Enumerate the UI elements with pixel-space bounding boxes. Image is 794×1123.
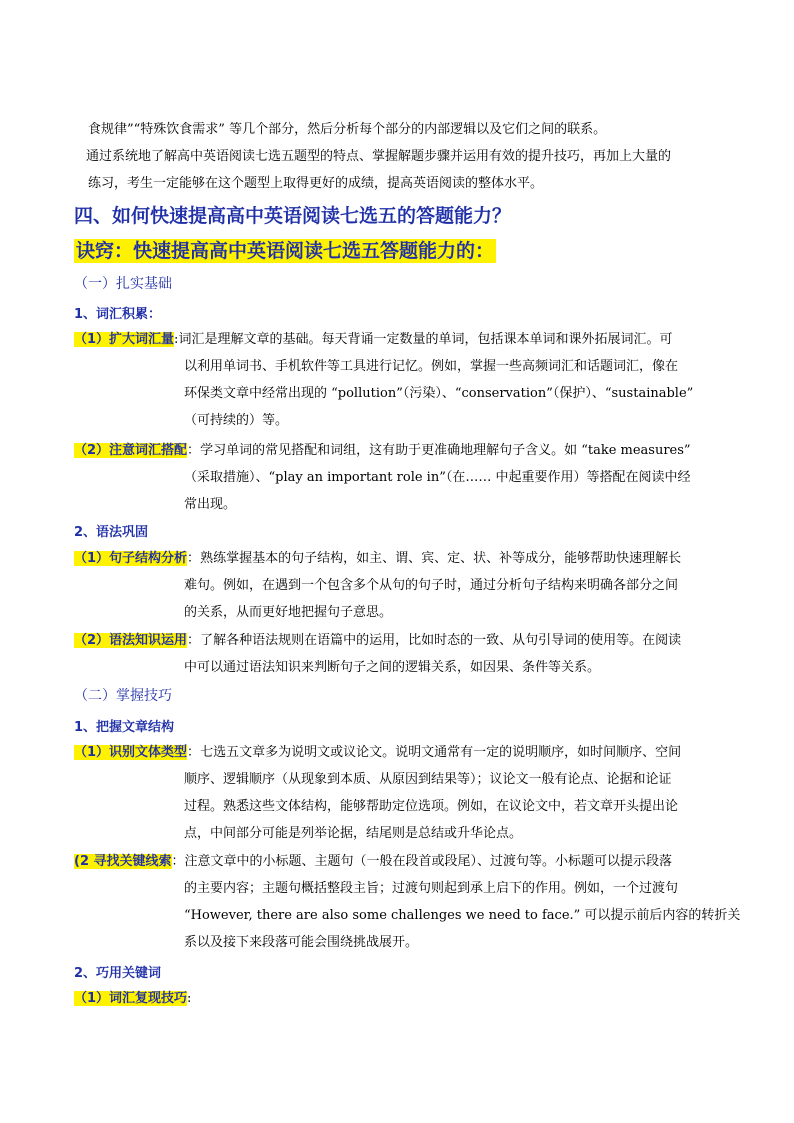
item-line: 系以及接下来段落可能会围绕挑战展开。 [184,935,419,950]
item-word-collocation: （2）注意词汇搭配：学习单词的常见搭配和词组，这有助于更准确地理解句子含义。如 “take measures” （采取措施）、“play an important role in”（在…… 中起重要作用）等搭配在阅读中经 常出现。 [74,437,734,518]
section-1-title: （一）扎实基础 [74,276,172,292]
item-line: 以利用单词书、手机软件等工具进行记忆。例如，掌握一些高频词汇和话题词汇，像在 [184,359,679,374]
item-label: （1）词汇复现技巧 [74,991,188,1006]
item-line: 中可以通过语法知识来判断句子之间的逻辑关系，如因果、条件等关系。 [184,660,601,675]
intro-line-2: 通过系统地了解高中英语阅读七选五题型的特点、掌握解题步骤并运用有效的提升技巧，再加上大量的 [86,149,672,164]
item-line: 学习单词的常见搭配和词组，这有助于更准确地理解句子含义。如 “take measures” [200,443,691,458]
item-word-recurrence: （1）词汇复现技巧: [74,991,192,1006]
item-line: 难句。例如，在遇到一个包含多个从句的句子时，通过分析句子结构来明确各部分之间 [184,578,679,593]
item-line: 顺序、逻辑顺序（从现象到本质、从原因到结果等）；议论文一般有论点、论据和论证 [184,772,672,787]
intro-line-1: 食规律”“特殊饮食需求” 等几个部分，然后分析每个部分的内部逻辑以及它们之间的联系。 [88,122,607,137]
item-line: 常出现。 [184,497,237,512]
item-label: （1）句子结构分析 [74,551,188,566]
item-line: 七选五文章多为说明文或议论文。说明文通常有一定的说明顺序，如时间顺序、空间 [200,745,682,760]
item-genre-identification: （1）识别文体类型：七选五文章多为说明文或议论文。说明文通常有一定的说明顺序，如时间顺序、空间 顺序、逻辑顺序（从现象到本质、从原因到结果等）；议论文一般有论点、论据和论证 过程。熟悉这些文体结构，能够帮助定位选项。例如，在议论文中，若文章开头提出论 点，中间部分可能是列举论据，结尾则是总结或升华论点。 [74,739,734,847]
item-label: (2 寻找关键线索 [74,854,172,869]
item-label: （1）扩大词汇量 [74,332,175,347]
item-grammar-usage: （2）语法知识运用：了解各种语法规则在语篇中的运用，比如时态的一致、从句引导词的使用等。在阅读 中可以通过语法知识来判断句子之间的逻辑关系，如因果、条件等关系。 [74,627,734,681]
intro-paragraph [88,116,728,197]
item-label: （1）识别文体类型 [74,745,188,760]
item-line: 的主要内容；主题句概括整段主旨；过渡句则起到承上启下的作用。例如，一个过渡句 [184,881,679,896]
item-line: “However, there are also some challenges we need to face.” 可以提示前后内容的转折关 [184,908,741,923]
intro-line-3: 练习，考生一定能够在这个题型上取得更好的成绩，提高英语阅读的整体水平。 [88,176,544,191]
section-2-sub-1-title: 1、把握文章结构 [74,720,175,735]
tips-heading-text: 诀窍：快速提高高中英语阅读七选五答题能力的： [76,240,495,262]
item-label: （2）语法知识运用 [74,633,188,648]
section-1-sub-2-title: 2、语法巩固 [74,525,149,540]
item-sentence-structure: （1）句子结构分析：熟练掌握基本的句子结构，如主、谓、宾、定、状、补等成分，能够帮助快速理解长 难句。例如，在遇到一个包含多个从句的句子时，通过分析句子结构来明确各部分之间 的关系，从而更好地把握句子意思。 [74,545,734,626]
item-expand-vocabulary: （1）扩大词汇量:词汇是理解文章的基础。每天背诵一定数量的单词，包括课本单词和课外拓展词汇。可 以利用单词书、手机软件等工具进行记忆。例如，掌握一些高频词汇和话题词汇，像在 环保类文章中经常出现的 “pollution”（污染）、“conservation”（保护）、“sustainable” （可持续的）等。 [74,326,734,434]
section-1-sub-1-title: 1、词汇积累： [74,307,162,322]
item-line: 过程。熟悉这些文体结构，能够帮助定位选项。例如，在议论文中，若文章开头提出论 [184,799,679,814]
item-line: 环保类文章中经常出现的 “pollution”（污染）、“conservation”（保护）、“sustainable” [184,386,694,401]
section-2-sub-2-title: 2、巧用关键词 [74,966,162,981]
item-label: （2）注意词汇搭配 [74,443,188,458]
item-line: （采取措施）、“play an important role in”（在…… 中起重要作用）等搭配在阅读中经 [184,470,691,485]
item-key-clues: (2 寻找关键线索：注意文章中的小标题、主题句（一般在段首或段尾）、过渡句等。小标题可以提示段落 的主要内容；主题句概括整段主旨；过渡句则起到承上启下的作用。例如，一个过渡句 “However, there are also some challenges we need to face.” 可以提示前后内容的转折关 系以及接下来段落可能会围绕挑战展开。 [74,848,734,956]
section-2-title: （二）掌握技巧 [74,688,172,704]
item-line: 的关系，从而更好地把握句子意思。 [184,605,393,620]
item-line: 了解各种语法规则在语篇中的运用，比如时态的一致、从句引导词的使用等。在阅读 [200,633,682,648]
tips-heading [74,236,496,263]
item-line: 词汇是理解文章的基础。每天背诵一定数量的单词，包括课本单词和课外拓展词汇。可 [178,332,673,347]
item-line: 注意文章中的小标题、主题句（一般在段首或段尾）、过渡句等。小标题可以提示段落 [184,854,673,869]
item-line: 熟练掌握基本的句子结构，如主、谓、宾、定、状、补等成分，能够帮助快速理解长 [200,551,682,566]
item-line: （可持续的）等。 [184,413,289,428]
section-heading-4: 四、如何快速提高高中英语阅读七选五的答题能力？ [74,205,512,227]
item-line: 点，中间部分可能是列举论据，结尾则是总结或升华论点。 [184,826,523,841]
